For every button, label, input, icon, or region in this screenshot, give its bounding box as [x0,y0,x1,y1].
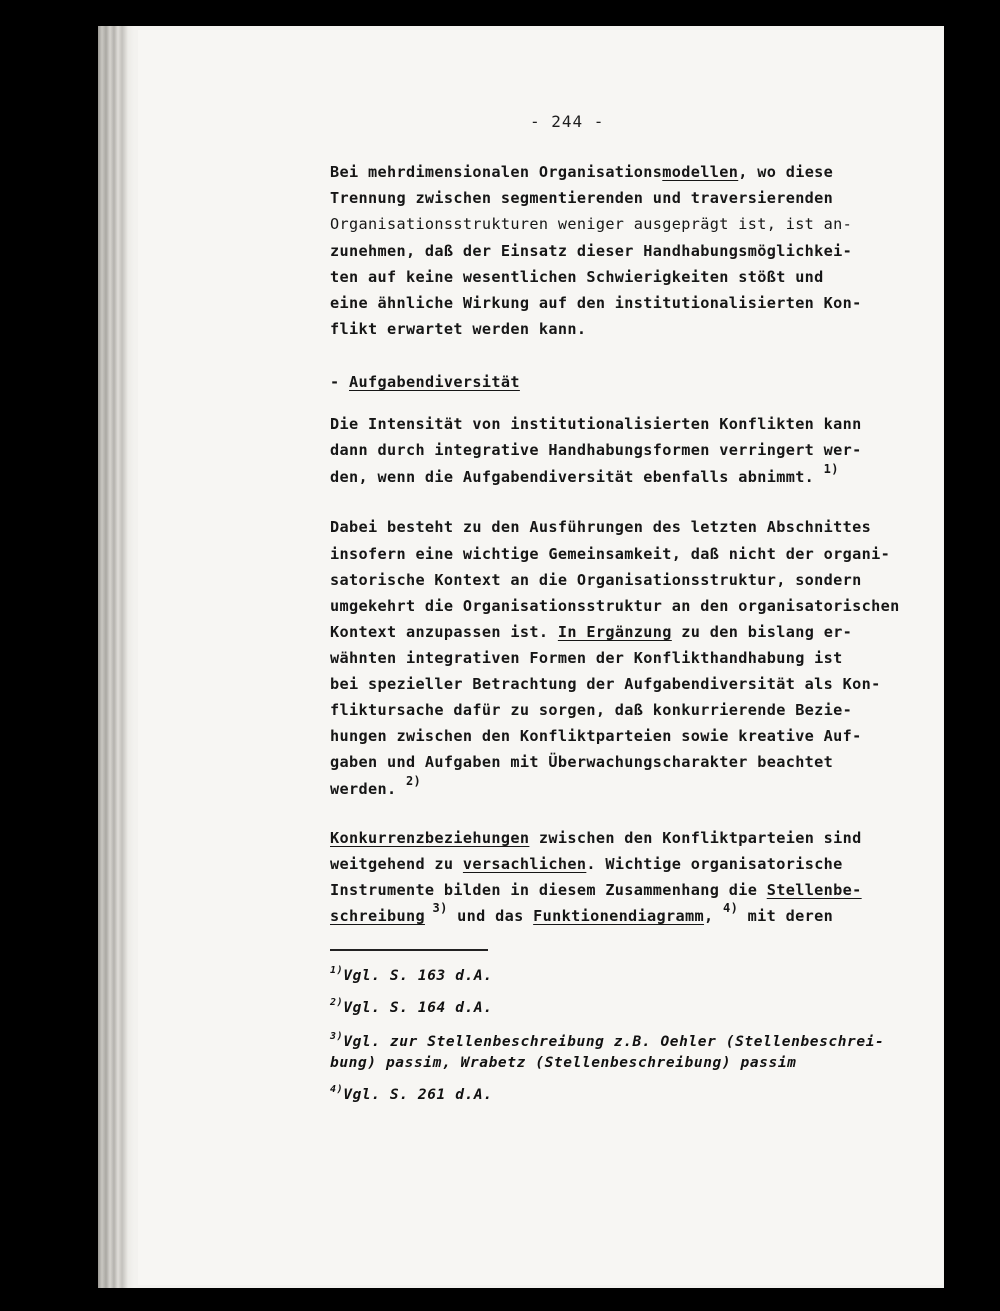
text-line [330,881,862,899]
text-fragment: mit deren [738,907,834,925]
text-fragment: werden. [330,780,406,798]
footnote [330,997,493,1016]
text-line: fliktursache dafür zu sorgen, daß konkurrierende Bezie- [330,701,853,719]
footnote-number: 2) [330,997,344,1008]
text-line: Die Intensität von institutionalisierten Konflikten kann [330,415,862,433]
text-line [330,623,852,641]
text-line: Dabei besteht zu den Ausführungen des letzten Abschnittes [330,518,872,536]
footnote-text: Vgl. S. 164 d.A. [343,1000,493,1016]
underlined-term: Funktionendiagramm [533,907,705,925]
text-line: flikt erwartet werden kann. [330,320,587,338]
footnote-text: Vgl. zur Stellenbeschreibung z.B. Oehler (Stellenbeschrei- [343,1034,885,1050]
underlined-term: schreibung [330,907,425,925]
text-line: Organisationsstrukturen weniger ausgeprägt ist, ist an- [330,215,853,233]
heading-dash: - [330,373,349,391]
text-line [330,774,422,799]
underlined-term: Konkurrenzbeziehungen [330,829,530,847]
section-heading [330,373,520,391]
text-fragment: Bei mehrdimensionalen Organisations [330,163,663,181]
footnote-ref: 2) [405,774,422,788]
text-fragment: weitgehend zu [330,855,463,873]
text-line: ten auf keine wesentlichen Schwierigkeiten stößt und [330,268,824,286]
text-line [330,901,834,926]
text-fragment: , wo diese [738,163,834,181]
text-line [330,829,862,847]
underlined-term: versachlichen [462,855,587,873]
footnote [330,1084,493,1103]
underlined-term: In Ergänzung [557,623,672,641]
page-number: - 244 - [530,112,605,131]
footnote-ref: 3) [424,901,448,915]
footnote-separator [330,949,488,951]
text-fragment: und das [447,907,534,925]
footnote-number: 1) [330,965,344,976]
footnote [330,1031,885,1050]
footnote-ref: 4) [723,901,739,915]
text-line: umgekehrt die Organisationsstruktur an den organisatorischen [330,597,900,615]
text-line [330,462,839,487]
text-line: dann durch integrative Handhabungsformen verringert wer- [330,441,862,459]
text-fragment: zu den bislang er- [671,623,853,641]
footnote [330,965,493,984]
text-line: insofern eine wichtige Gemeinsamkeit, daß nicht der organi- [330,545,891,563]
heading-text: Aufgabendiversität [349,373,520,391]
text-fragment: Kontext anzupassen ist. [330,623,558,641]
footnote-ref: 1) [823,462,839,476]
text-fragment: , [704,907,724,925]
underlined-term: Stellenbe- [766,881,862,899]
text-line: hungen zwischen den Konfliktparteien sowie kreative Auf- [330,727,862,745]
text-line: eine ähnliche Wirkung auf den institutionalisierten Kon- [330,294,862,312]
text-line: bei spezieller Betrachtung der Aufgabendiversität als Kon- [330,675,881,693]
text-fragment: den, wenn die Aufgabendiversität ebenfalls abnimmt. [330,468,824,486]
text-line: satorische Kontext an die Organisationsstruktur, sondern [330,571,862,589]
footnote-number: 3) [330,1031,344,1042]
text-line: wähnten integrativen Formen der Konflikthandhabung ist [330,649,843,667]
footnote-text: Vgl. S. 261 d.A. [343,1087,493,1103]
text-line [330,855,843,873]
text-line [330,163,833,181]
footnote-number: 4) [330,1084,344,1095]
text-line: zunehmen, daß der Einsatz dieser Handhabungsmöglichkei- [330,242,853,260]
underlined-term: modellen [662,163,739,181]
text-fragment: . Wichtige organisatorische [586,855,843,873]
text-fragment: zwischen den Konfliktparteien sind [529,829,862,847]
footnote-text: Vgl. S. 163 d.A. [343,968,493,984]
text-line: gaben und Aufgaben mit Überwachungscharakter beachtet [330,753,834,771]
footnote-continuation: bung) passim, Wrabetz (Stellenbeschreibung) passim [330,1055,797,1071]
text-fragment: Instrumente bilden in diesem Zusammenhang die [330,881,767,899]
text-line: Trennung zwischen segmentierenden und traversierenden [330,189,834,207]
